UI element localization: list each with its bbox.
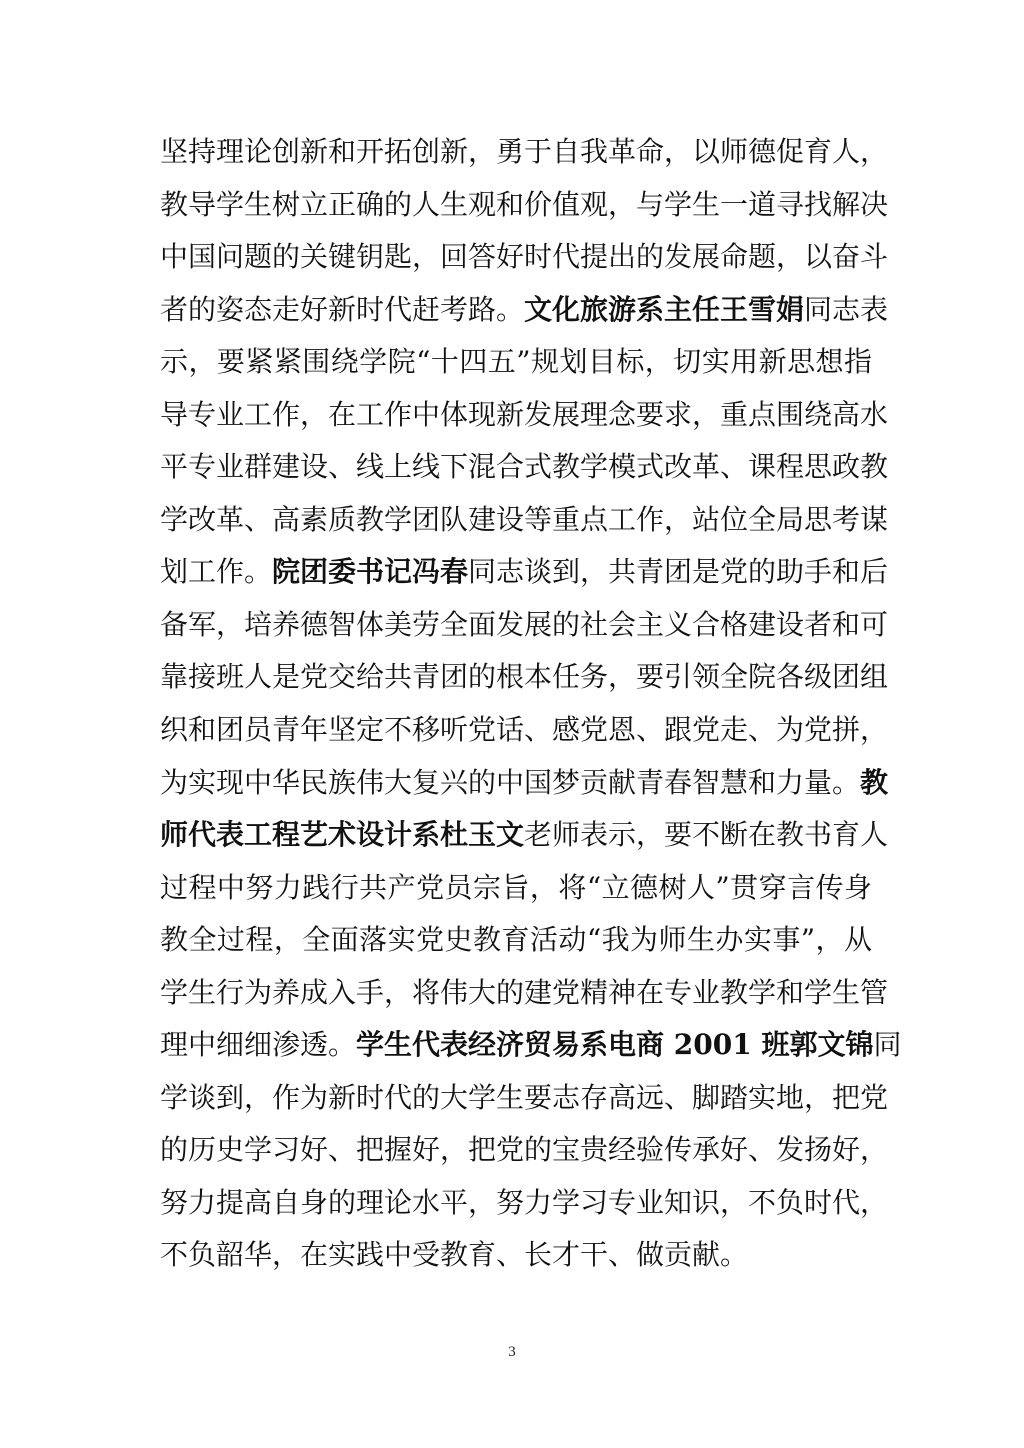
text-line: [160, 914, 872, 967]
text-line: [160, 1072, 889, 1125]
body-paragraph: [160, 126, 902, 1282]
text-line: [160, 441, 889, 494]
text-segment: 学谈到，作为新时代的大学生要志存高远、脚踏实地，把党: [160, 1080, 889, 1114]
text-segment: 靠接班人是党交给共青团的根本任务，要引领全院各级团组: [160, 660, 889, 694]
text-line: [160, 599, 889, 652]
text-segment: 中国问题的关键钥匙，回答好时代提出的发展命题，以奋斗: [160, 240, 889, 274]
text-segment: 织和团员青年坚定不移听党话、感党恩、跟党走、为党拼，: [160, 713, 889, 747]
text-segment: 备军，培养德智体美劳全面发展的社会主义合格建设者和可: [160, 607, 889, 641]
text-segment: 导专业工作，在工作中体现新发展理念要求，重点围绕高水: [160, 397, 889, 431]
text-segment: 划工作。: [160, 555, 273, 589]
text-segment: 过程中努力践行共产党员宗旨，将“立德树人”贯穿言传身: [160, 870, 872, 904]
text-line: [160, 179, 889, 232]
text-line: [160, 546, 889, 599]
speaker-name: 师代表工程艺术设计系杜玉文: [160, 818, 525, 852]
text-segment: 为实现中华民族伟大复兴的中国梦贡献青春智慧和力量。: [160, 765, 861, 799]
text-line: [160, 757, 889, 810]
text-line: [160, 862, 872, 915]
text-segment: 示，要紧紧围绕学院“十四五”规划目标，切实用新思想指: [160, 345, 872, 379]
text-segment: 教全过程，全面落实党史教育活动“我为师生办实事”，从: [160, 923, 872, 957]
text-line: [160, 284, 889, 337]
text-segment: 教导学生树立正确的人生观和价值观，与学生一道寻找解决: [160, 187, 889, 221]
speaker-name: 文化旅游系主任王雪娟: [524, 292, 805, 326]
speaker-name: 学生代表经济贸易系电商 2001 班郭文锦: [356, 1028, 874, 1062]
text-line: [160, 967, 889, 1020]
text-line: [160, 1229, 872, 1282]
text-segment: 同志表: [804, 292, 889, 326]
text-line: [160, 704, 889, 757]
text-segment: 不负韶华，在实践中受教育、长才干、做贡献。: [160, 1238, 749, 1272]
text-line: [160, 126, 889, 179]
text-segment: 同: [873, 1028, 902, 1062]
text-line: [160, 494, 889, 547]
text-segment: 坚持理论创新和开拓创新，勇于自我革命，以师德促育人，: [160, 135, 889, 168]
text-segment: 学生行为养成入手，将伟大的建党精神在专业教学和学生管: [160, 975, 889, 1009]
text-segment: 理中细细渗透。: [160, 1028, 357, 1062]
speaker-name: 院团委书记冯春: [272, 555, 469, 589]
text-line: [160, 1124, 889, 1177]
text-segment: 学改革、高素质教学团队建设等重点工作，站位全局思考谋: [160, 502, 889, 536]
text-segment: 同志谈到，共青团是党的助手和后: [468, 555, 889, 589]
text-line: [160, 231, 889, 284]
text-line: [160, 1177, 889, 1230]
text-segment: 平专业群建设、线上线下混合式教学模式改革、课程思政教: [160, 450, 889, 484]
text-segment: 者的姿态走好新时代赶考路。: [160, 292, 525, 326]
page-number: 3: [508, 1344, 516, 1360]
speaker-name: 教: [860, 765, 889, 799]
text-segment: 老师表示，要不断在教书育人: [524, 818, 889, 852]
text-line: [160, 1019, 902, 1072]
text-line: [160, 389, 889, 442]
text-line: [160, 336, 872, 389]
text-segment: 的历史学习好、把握好，把党的宝贵经验传承好、发扬好，: [160, 1133, 889, 1167]
text-line: [160, 651, 889, 704]
text-line: [160, 809, 889, 862]
text-segment: 努力提高自身的理论水平，努力学习专业知识，不负时代，: [160, 1185, 889, 1219]
